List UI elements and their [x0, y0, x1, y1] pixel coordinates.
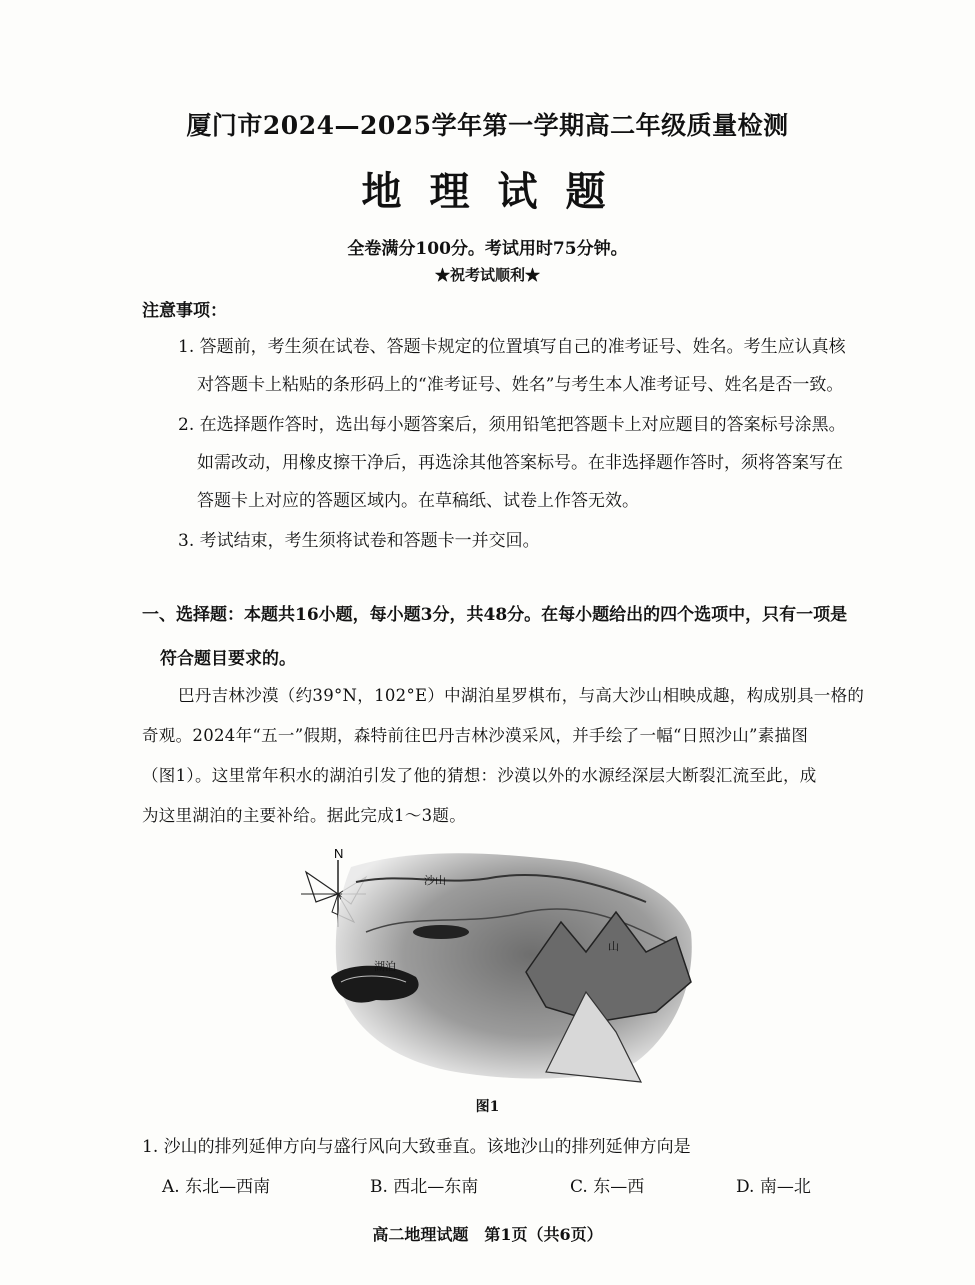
exam-info: 全卷满分100分。考试用时75分钟。 — [347, 239, 628, 259]
page-footer: 高二地理试题 第1页（共6页） — [372, 1225, 603, 1244]
label-shan: 山 — [608, 940, 619, 953]
exam-wish: ★祝考试顺利★ — [434, 266, 540, 284]
passage-line-4: 为这里湖泊的主要补给。据此完成1～3题。 — [142, 806, 466, 825]
sand-mountain-sketch — [296, 842, 696, 1087]
notes-line-1: 1. 答题前，考生须在试卷、答题卡规定的位置填写自己的准考证号、姓名。考生应认真核 — [178, 337, 846, 357]
question-1-option-b: B. 西北—东南 — [370, 1177, 479, 1197]
north-label: N — [334, 846, 344, 861]
figure-caption: 图1 — [475, 1099, 500, 1115]
notes-line-5: 答题卡上对应的答题区域内。在草稿纸、试卷上作答无效。 — [197, 491, 639, 511]
question-1-option-c: C. 东—西 — [570, 1177, 645, 1197]
passage-line-3: （图1）。这里常年积水的湖泊引发了他的猜想：沙漠以外的水源经深层大断裂汇流至此，成 — [142, 766, 817, 785]
label-shashan: 沙山 — [424, 874, 446, 887]
notes-line-3: 2. 在选择题作答时，选出每小题答案后，须用铅笔把答题卡上对应题目的答案标号涂黑。 — [178, 415, 846, 435]
label-lake: 湖泊 — [374, 960, 396, 973]
notes-line-2: 对答题卡上粘贴的条形码上的“准考证号、姓名”与考生本人准考证号、姓名是否一致。 — [197, 375, 844, 395]
question-1-option-a: A. 东北—西南 — [162, 1177, 271, 1197]
section-heading-line-1: 一、选择题：本题共16小题，每小题3分，共48分。在每小题给出的四个选项中，只有一项是 — [142, 605, 848, 625]
exam-subtitle: 厦门市2024—2025学年第一学期高二年级质量检测 — [186, 111, 789, 140]
passage-line-2: 奇观。2024年“五一”假期，森特前往巴丹吉林沙漠采风，并手绘了一幅“日照沙山”素描图 — [142, 726, 809, 745]
passage-line-1: 巴丹吉林沙漠（约39°N，102°E）中湖泊星罗棋布，与高大沙山相映成趣，构成别具一格的 — [178, 686, 865, 705]
question-1-stem: 1. 沙山的排列延伸方向与盛行风向大致垂直。该地沙山的排列延伸方向是 — [142, 1137, 691, 1157]
section-heading-line-2: 符合题目要求的。 — [160, 649, 296, 669]
question-1-option-d: D. 南—北 — [736, 1177, 811, 1197]
notes-line-6: 3. 考试结束，考生须将试卷和答题卡一并交回。 — [178, 531, 540, 551]
exam-title: 地理试题 — [361, 168, 634, 215]
lake-small — [413, 925, 469, 939]
notes-heading: 注意事项： — [142, 301, 227, 321]
notes-line-4: 如需改动，用橡皮擦干净后，再选涂其他答案标号。在非选择题作答时，须将答案写在 — [197, 453, 843, 473]
